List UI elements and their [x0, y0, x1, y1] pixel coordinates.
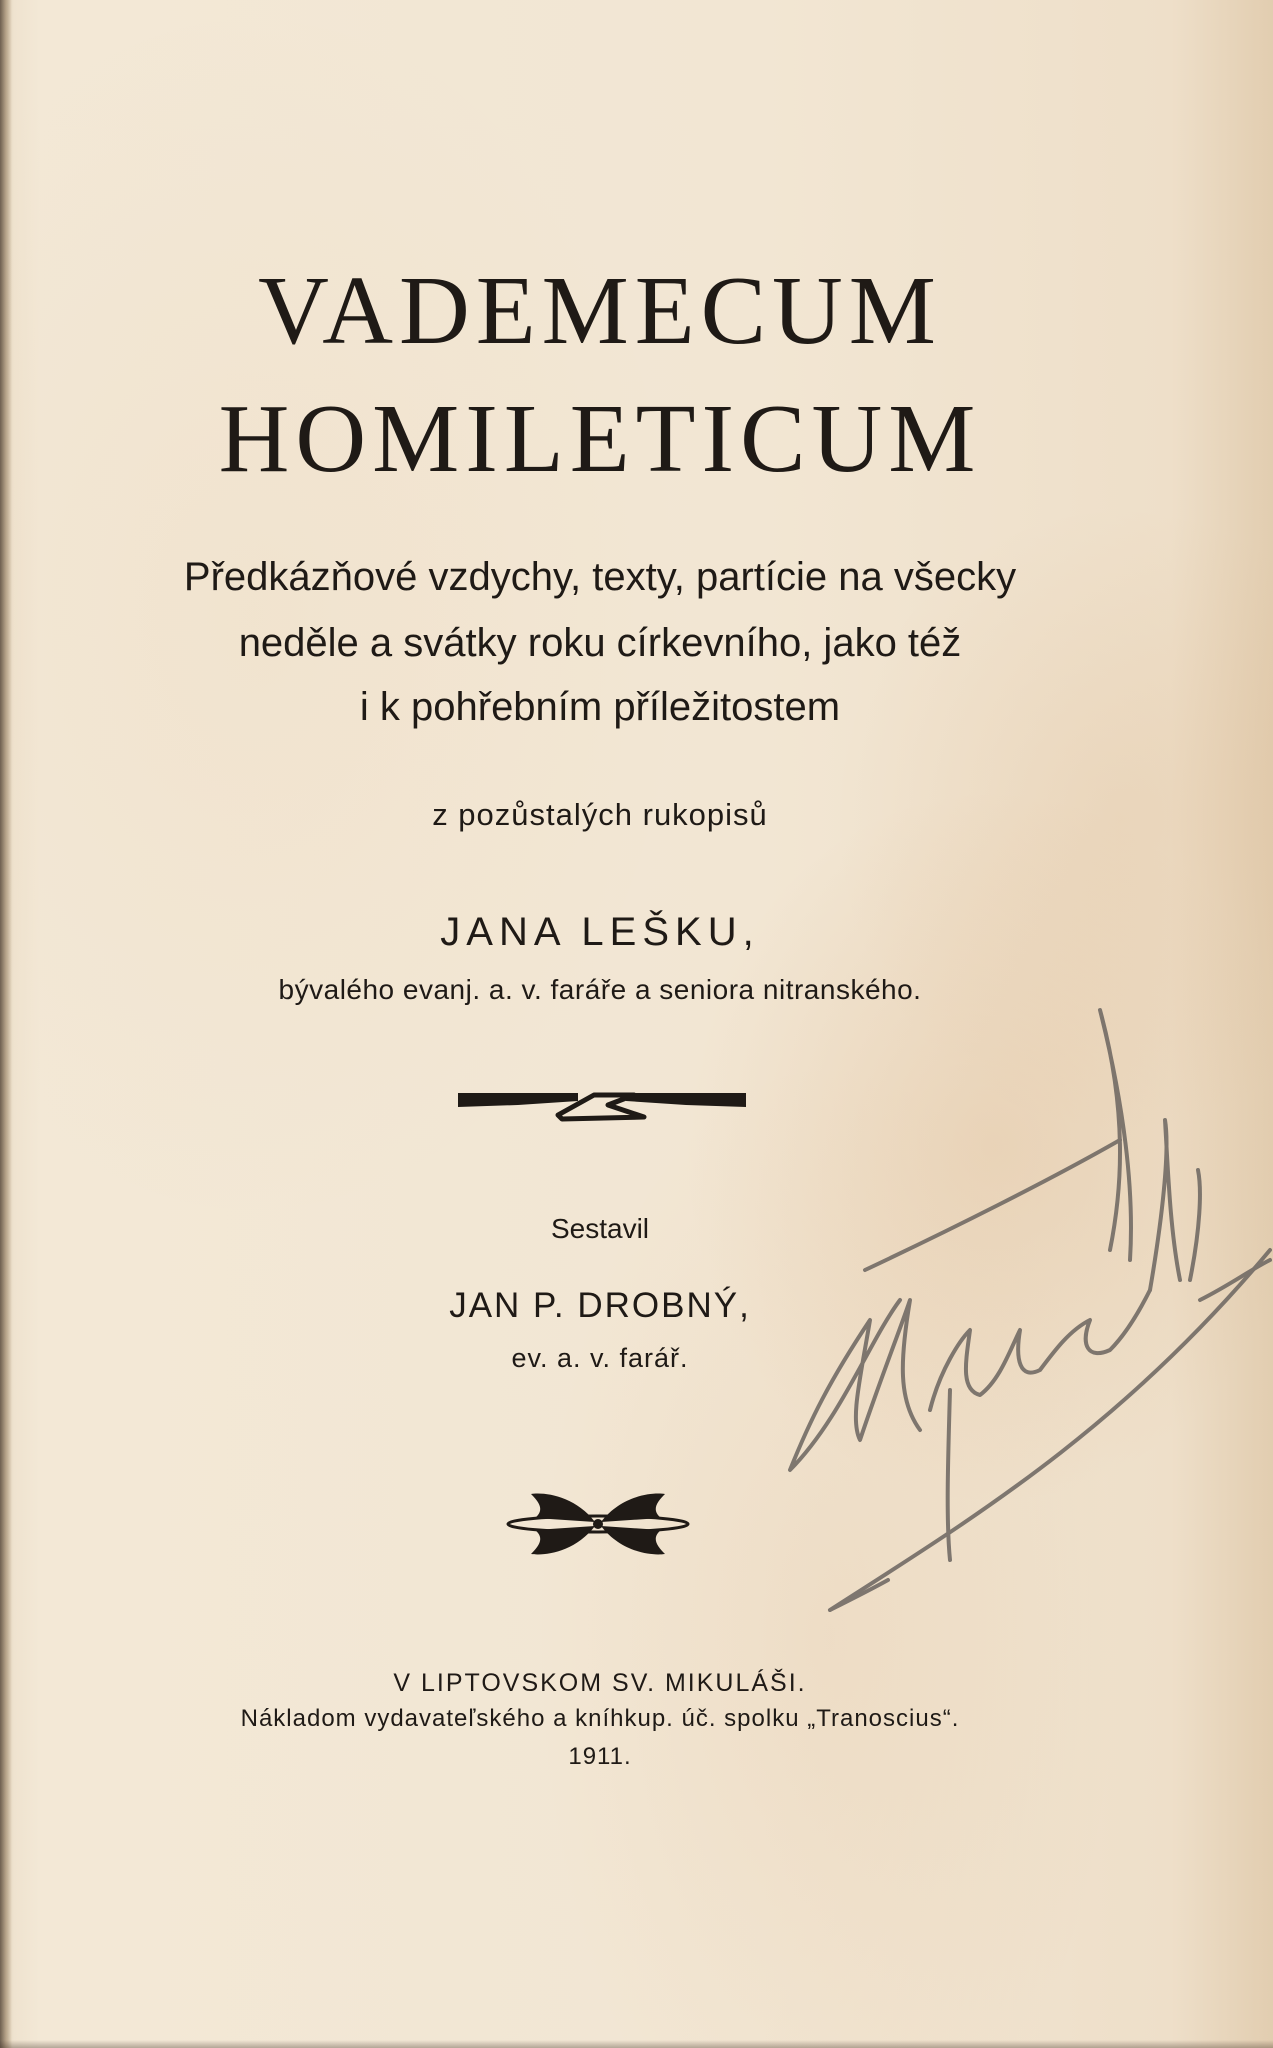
author-description: bývalého evanj. a. v. faráře a seniora nitranského. — [278, 974, 922, 1005]
source-note: z pozůstalých rukopisů — [432, 797, 768, 832]
page-bottom-edge — [0, 2040, 1273, 2048]
art-nouveau-divider-ornament-icon — [458, 1083, 746, 1123]
book-title-line-1: VADEMECUM — [258, 257, 942, 365]
subtitle-line-3: i k pohřebním příležitostem — [359, 685, 841, 729]
book-title-line-2: HOMILETICUM — [218, 385, 982, 493]
subtitle-line-2: neděle a svátky roku církevního, jako též — [238, 621, 962, 665]
compiler-role: ev. a. v. farář. — [511, 1343, 689, 1373]
imprint-publisher: Nákladom vydavateľského a kníhkup. úč. spolku „Tranoscius“. — [240, 1705, 960, 1732]
handwritten-pencil-signature-icon — [770, 1000, 1273, 1640]
subtitle-line-1: Předkázňové vzdychy, texty, partície na všecky — [183, 555, 1017, 599]
compiled-by-label: Sestavil — [550, 1213, 650, 1244]
compiler-name: JAN P. DROBNÝ, — [449, 1286, 751, 1325]
imprint-place: V LIPTOVSKOM SV. MIKULÁŠI. — [393, 1669, 807, 1697]
art-nouveau-leaf-ornament-icon — [505, 1488, 691, 1560]
author-name: JANA LEŠKU, — [440, 910, 760, 954]
imprint-year: 1911. — [568, 1743, 632, 1770]
